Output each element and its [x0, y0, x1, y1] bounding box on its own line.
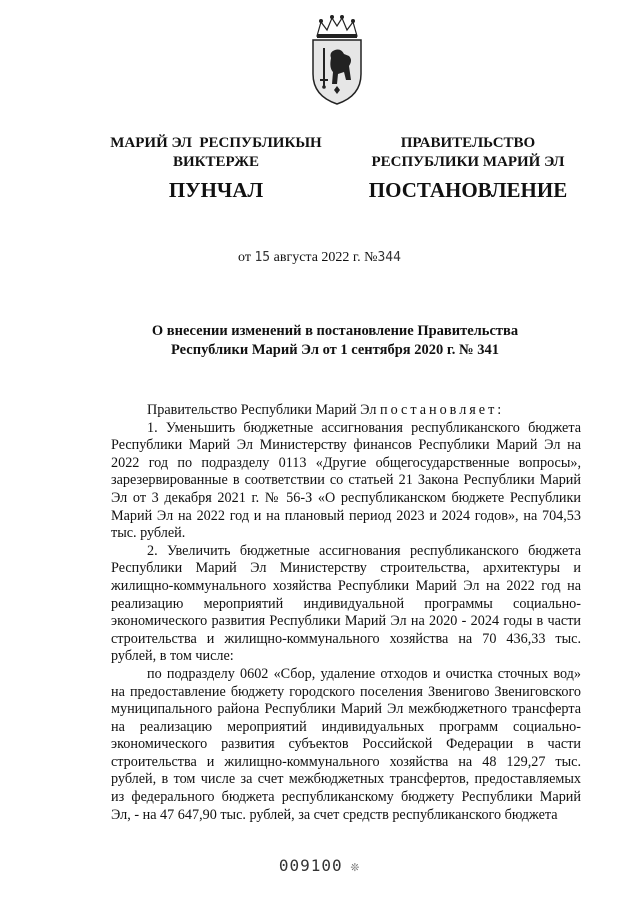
date-month-year: августа 2022 г. №	[273, 250, 378, 265]
header-right-doc-type: ПОСТАНОВЛЕНИЕ	[368, 178, 568, 202]
header-left-org	[96, 134, 336, 172]
date-line	[0, 250, 639, 266]
serial-value: 009100	[278, 856, 343, 875]
paragraph-3: по подразделу 0602 «Сбор, удаление отходов и очистка сточных вод» на предоставление бюджету городского поселения Звенигово Звениговского муниципального района Республики Марий Эл межбюджетного трансферта на реализацию мероприятий индивидуальных программ социально-экономического развития субъектов Российской Федерации в части строительства и жилищно-коммунального хозяйства на 48 129,27 тыс. рублей, в том числе за счет межбюджетных трансфертов, предоставляемых из федерального бюджета республиканскому бюджету Республики Марий Эл, - на 47 647,90 тыс. рублей, за счет средств республиканского бюджета	[111, 665, 581, 823]
document-title-line2: Республики Марий Эл от 1 сентября 2020 г. № 341	[171, 342, 499, 358]
header-right-org-line1: ПРАВИТЕЛЬСТВО	[400, 135, 536, 151]
coat-of-arms-emblem	[307, 14, 367, 106]
date-day: 15	[254, 250, 271, 265]
document-title-line1: О внесении изменений в постановление Правительства	[151, 323, 519, 339]
document-number: 344	[377, 250, 401, 265]
intro-paragraph	[111, 402, 581, 420]
header-right-org-line2: РЕСПУБЛИКИ МАРИЙ ЭЛ	[371, 154, 565, 170]
document-body	[111, 402, 581, 824]
date-prefix: от	[238, 250, 251, 265]
header-right-org	[355, 134, 581, 172]
intro-subject: Правительство Республики Марий Эл	[147, 402, 377, 418]
header-left-org-line2: ВИКТЕРЖЕ	[172, 154, 260, 170]
intro-verb: постановляет:	[379, 402, 505, 418]
paragraph-2: 2. Увеличить бюджетные ассигнования республиканского бюджета Республики Марий Эл Министерству строительства, архитектуры и жилищно-коммунального хозяйства Республики Марий Эл на 2022 год на реализацию мероприятий индивидуальной программы социально-экономического развития Республики Марий Эл на 2020 - 2024 годы в части строительства и жилищно-коммунального хозяйства на 70 436,33 тыс. рублей, в том числе:	[111, 542, 581, 665]
serial-number	[0, 856, 639, 875]
header-left-doc-type: ПУНЧАЛ	[168, 178, 264, 202]
header-left-org-line1: МАРИЙ ЭЛ РЕСПУБЛИКЫН	[110, 135, 322, 151]
ornament-icon: ❊	[350, 859, 361, 875]
document-title	[100, 322, 570, 360]
paragraph-1: 1. Уменьшить бюджетные ассигнования республиканского бюджета Республики Марий Эл Министерству финансов Республики Марий Эл на 2022 год по подразделу 0113 «Другие общегосударственные вопросы», зарезервированные в соответствии со статьей 21 Закона Республики Марий Эл от 3 декабря 2021 г. № 56-З «О республиканском бюджете Республики Марий Эл на 2022 год и на плановый период 2023 и 2024 годов», на 704,53 тыс. рублей.	[111, 419, 581, 542]
